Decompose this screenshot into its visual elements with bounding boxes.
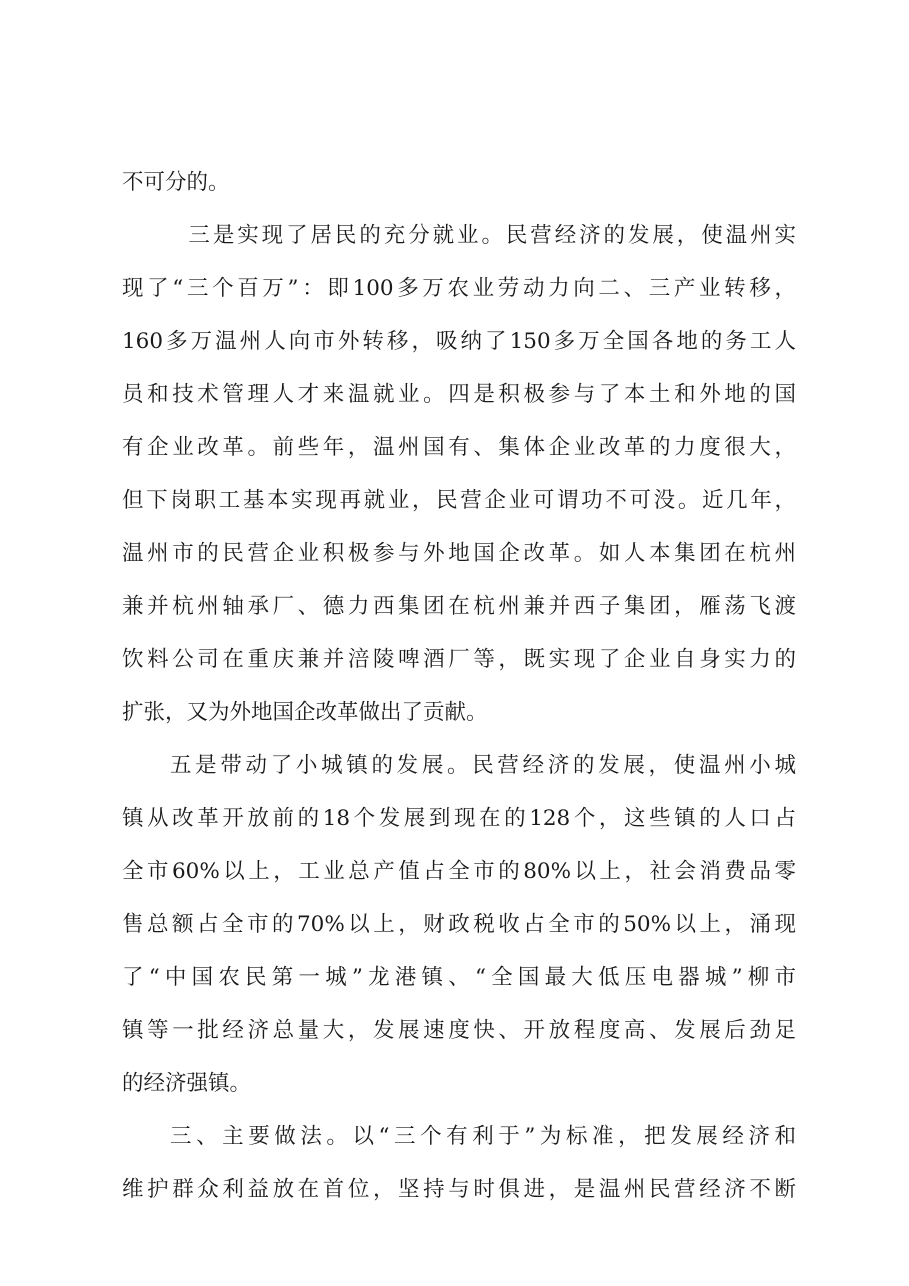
text-line: 扩张，又为外地国企改革做出了贡献。 <box>122 700 488 725</box>
text-line: 镇从改革开放前的18个发展到现在的128个，这些镇的人口占 <box>122 806 796 831</box>
text-line: 员和技术管理人才来温就业。四是积极参与了本土和外地的国 <box>122 382 796 407</box>
text-line: 160多万温州人向市外转移，吸纳了150多万全国各地的务工人 <box>122 329 796 354</box>
text-line: 售总额占全市的70%以上，财政税收占全市的50%以上，涌现 <box>122 912 796 937</box>
text-line: 兼并杭州轴承厂、德力西集团在杭州兼并西子集团，雁荡飞渡 <box>122 594 796 619</box>
text-line: 五是带动了小城镇的发展。民营经济的发展，使温州小城 <box>170 753 796 778</box>
text-line: 维护群众利益放在首位，坚持与时俱进，是温州民营经济不断 <box>122 1177 796 1202</box>
text-line: 温州市的民营企业积极参与外地国企改革。如人本集团在杭州 <box>122 541 796 566</box>
text-line: 饮料公司在重庆兼并涪陵啤酒厂等，既实现了企业自身实力的 <box>122 647 796 672</box>
text-line: 的经济强镇。 <box>122 1071 252 1096</box>
text-line: 了“中国农民第一城”龙港镇、“全国最大低压电器城”柳市 <box>122 965 796 990</box>
text-line: 三、主要做法。以“三个有利于”为标准，把发展经济和 <box>170 1124 796 1149</box>
text-line: 但下岗职工基本实现再就业，民营企业可谓功不可没。近几年， <box>122 488 796 513</box>
text-line: 全市60%以上，工业总产值占全市的80%以上，社会消费品零 <box>122 859 796 884</box>
text-line: 三是实现了居民的充分就业。民营经济的发展，使温州实 <box>164 223 796 248</box>
text-line: 现了“三个百万”：即100多万农业劳动力向二、三产业转移， <box>122 276 796 301</box>
text-line: 有企业改革。前些年，温州国有、集体企业改革的力度很大， <box>122 435 796 460</box>
text-line: 不可分的。 <box>122 170 230 195</box>
text-line: 镇等一批经济总量大，发展速度快、开放程度高、发展后劲足 <box>122 1018 796 1043</box>
